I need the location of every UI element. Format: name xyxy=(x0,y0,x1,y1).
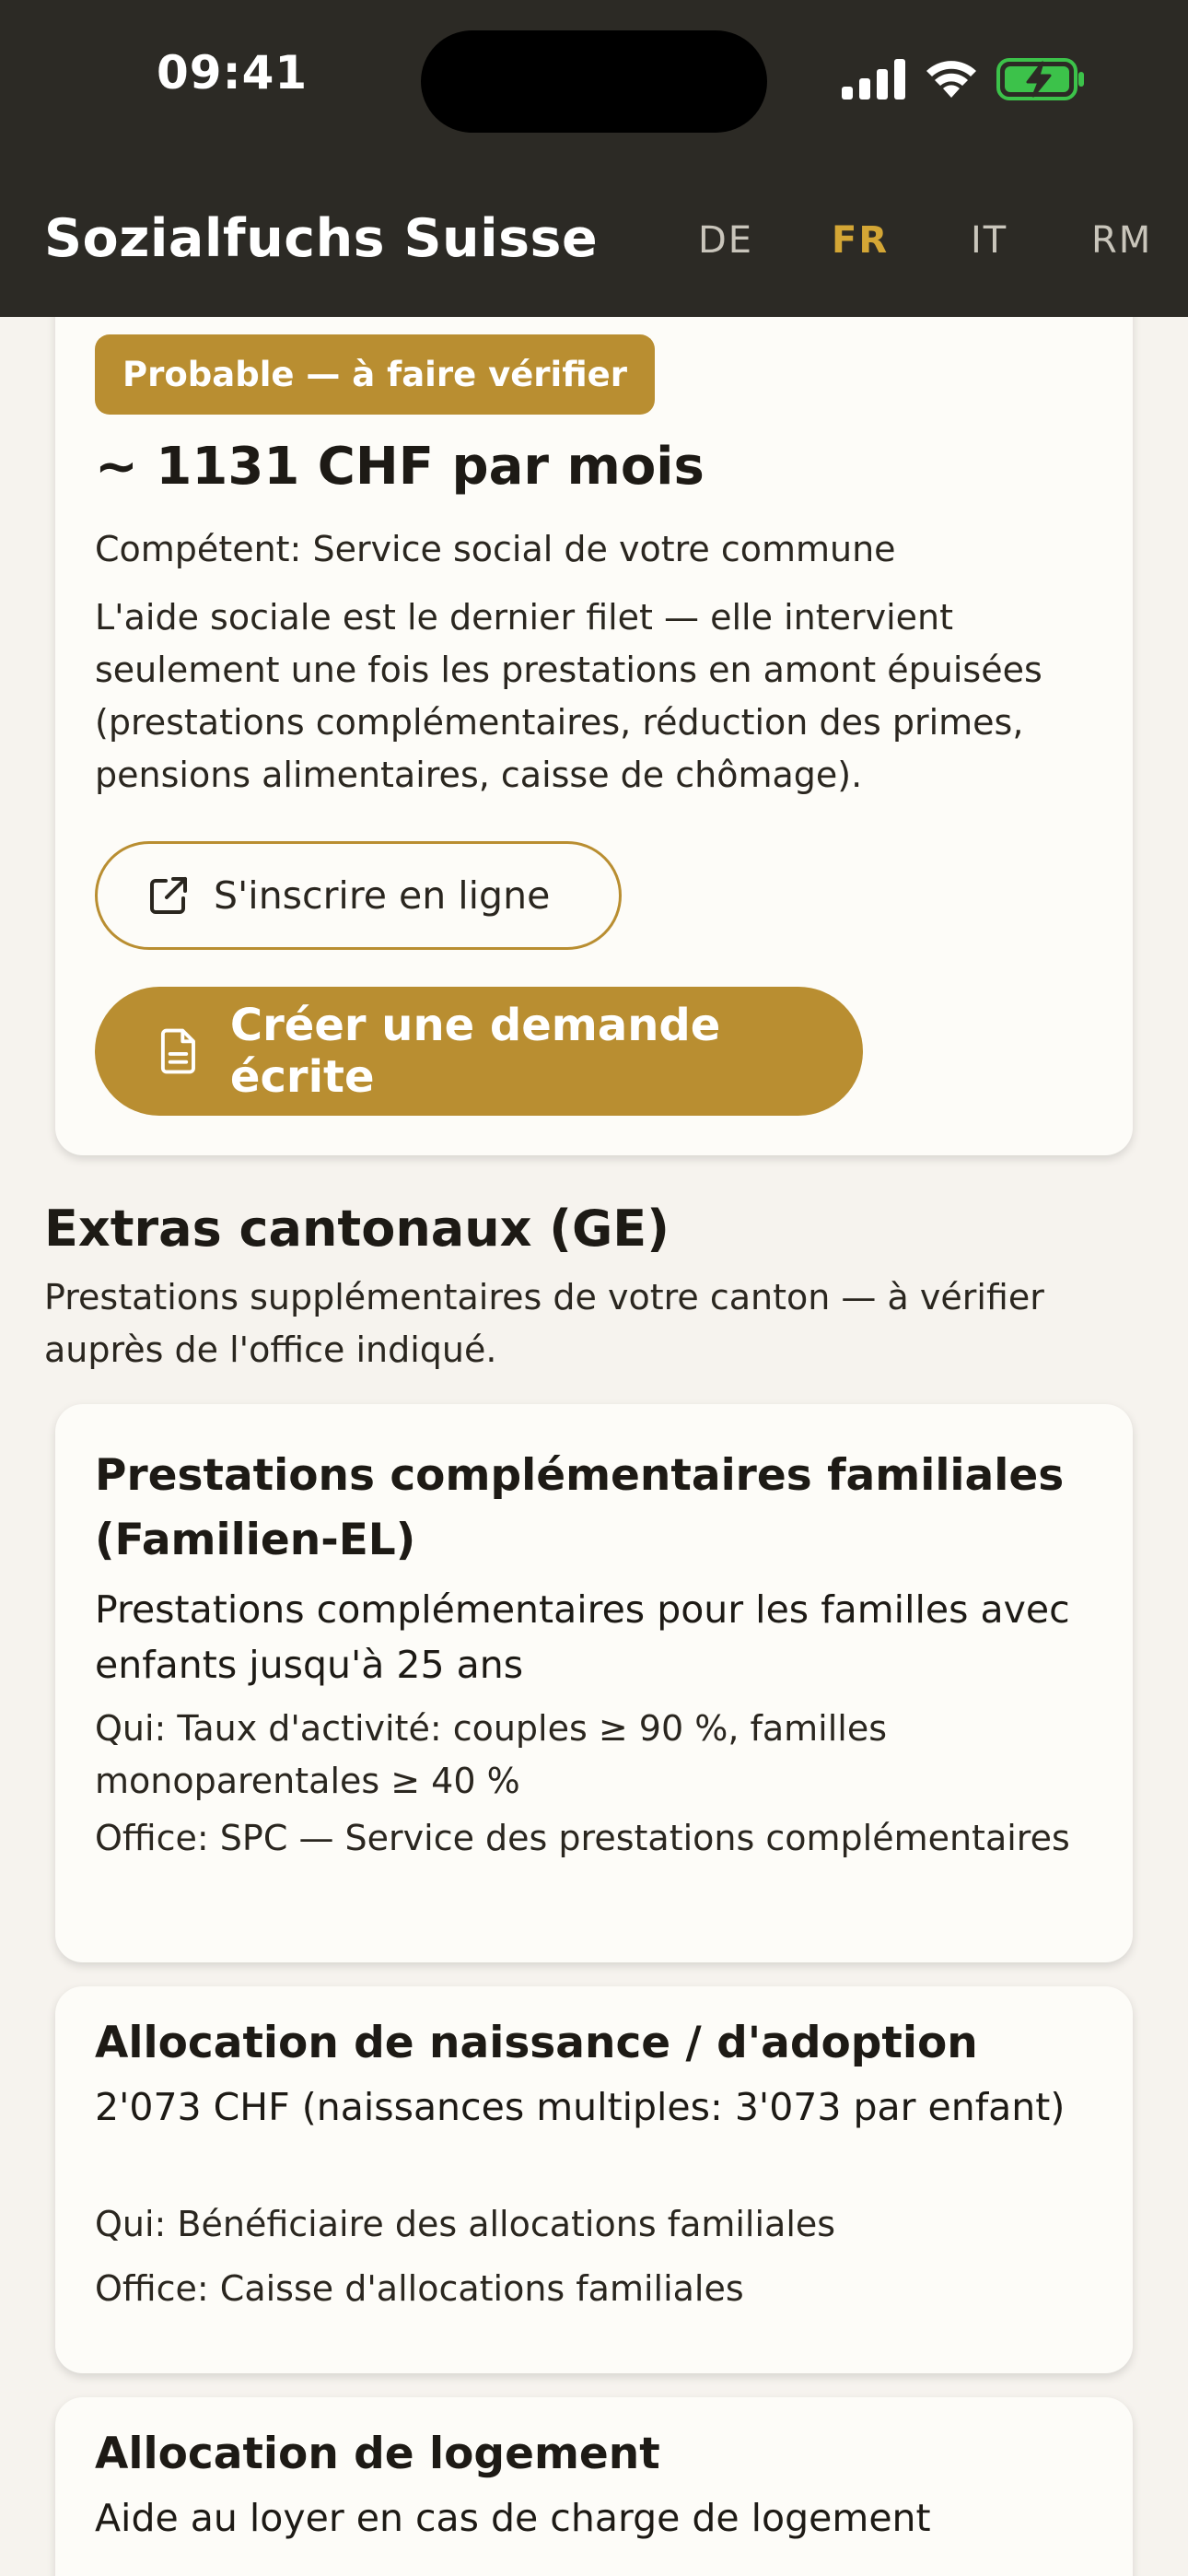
status-time: 09:41 xyxy=(157,46,309,100)
external-link-icon xyxy=(147,874,190,917)
dynamic-island xyxy=(421,30,767,133)
cantonal-card-title: Allocation de naissance / d'adoption xyxy=(95,2018,978,2068)
status-badge: Probable — à faire vérifier xyxy=(95,334,655,415)
cantonal-card[interactable] xyxy=(55,1986,1133,2373)
create-written-request-button[interactable] xyxy=(95,987,863,1116)
cantonal-card-title: Prestations complémentaires familiales (Familien-EL) xyxy=(95,1450,1065,1565)
cantonal-card[interactable] xyxy=(55,2397,1133,2576)
document-icon xyxy=(159,1028,197,1074)
create-written-request-label: Créer une demande écrite xyxy=(229,1000,721,1103)
cantonal-card-who: Qui: Bénéficiaire des allocations familiales xyxy=(95,2204,836,2244)
cantonal-card-office: Office: Caisse d'allocations familiales xyxy=(95,2268,744,2309)
benefit-description: L'aide sociale est le dernier filet — elle intervient seulement une fois les prestations en amont épuisées (prestations complémentaires, réduction des primes, pensions alimentaires, caisse de chômage). xyxy=(95,597,1042,795)
app-header xyxy=(0,0,1188,317)
competent-authority: Compétent: Service social de votre commune xyxy=(95,529,896,569)
cantonal-card-description: 2'073 CHF (naissances multiples: 3'073 par enfant) xyxy=(95,2085,1066,2129)
language-rm[interactable]: RM xyxy=(1091,219,1153,262)
cantonal-card-description: Prestations complémentaires pour les familles avec enfants jusqu'à 25 ans xyxy=(95,1587,1070,1687)
cantonal-card-office: Office: SPC — Service des prestations complémentaires xyxy=(95,1818,1070,1858)
benefit-amount: ~ 1131 CHF par mois xyxy=(95,437,705,497)
register-online-label: S'inscrire en ligne xyxy=(214,873,551,918)
register-online-button[interactable] xyxy=(95,841,622,950)
cantonal-card[interactable] xyxy=(55,1404,1133,1962)
benefit-card-social-aid xyxy=(55,258,1133,1155)
battery-charging-icon xyxy=(996,57,1085,101)
section-title-cantonal: Extras cantonaux (GE) xyxy=(44,1200,670,1258)
language-fr[interactable]: FR xyxy=(832,219,890,262)
app-title: Sozialfuchs Suisse xyxy=(44,208,599,269)
cantonal-card-title: Allocation de logement xyxy=(95,2429,660,2479)
language-de[interactable]: DE xyxy=(698,219,754,262)
wifi-icon xyxy=(925,55,978,98)
language-it[interactable]: IT xyxy=(971,219,1008,262)
cantonal-card-who: Qui: Taux d'activité: couples ≥ 90 %, familles monoparentales ≥ 40 % xyxy=(95,1708,888,1801)
section-subtitle-cantonal: Prestations supplémentaires de votre canton — à vérifier auprès de l'office indiqué. xyxy=(44,1277,1044,1370)
cantonal-card-description: Aide au loyer en cas de charge de logement xyxy=(95,2496,931,2540)
cellular-signal-icon xyxy=(842,59,906,100)
